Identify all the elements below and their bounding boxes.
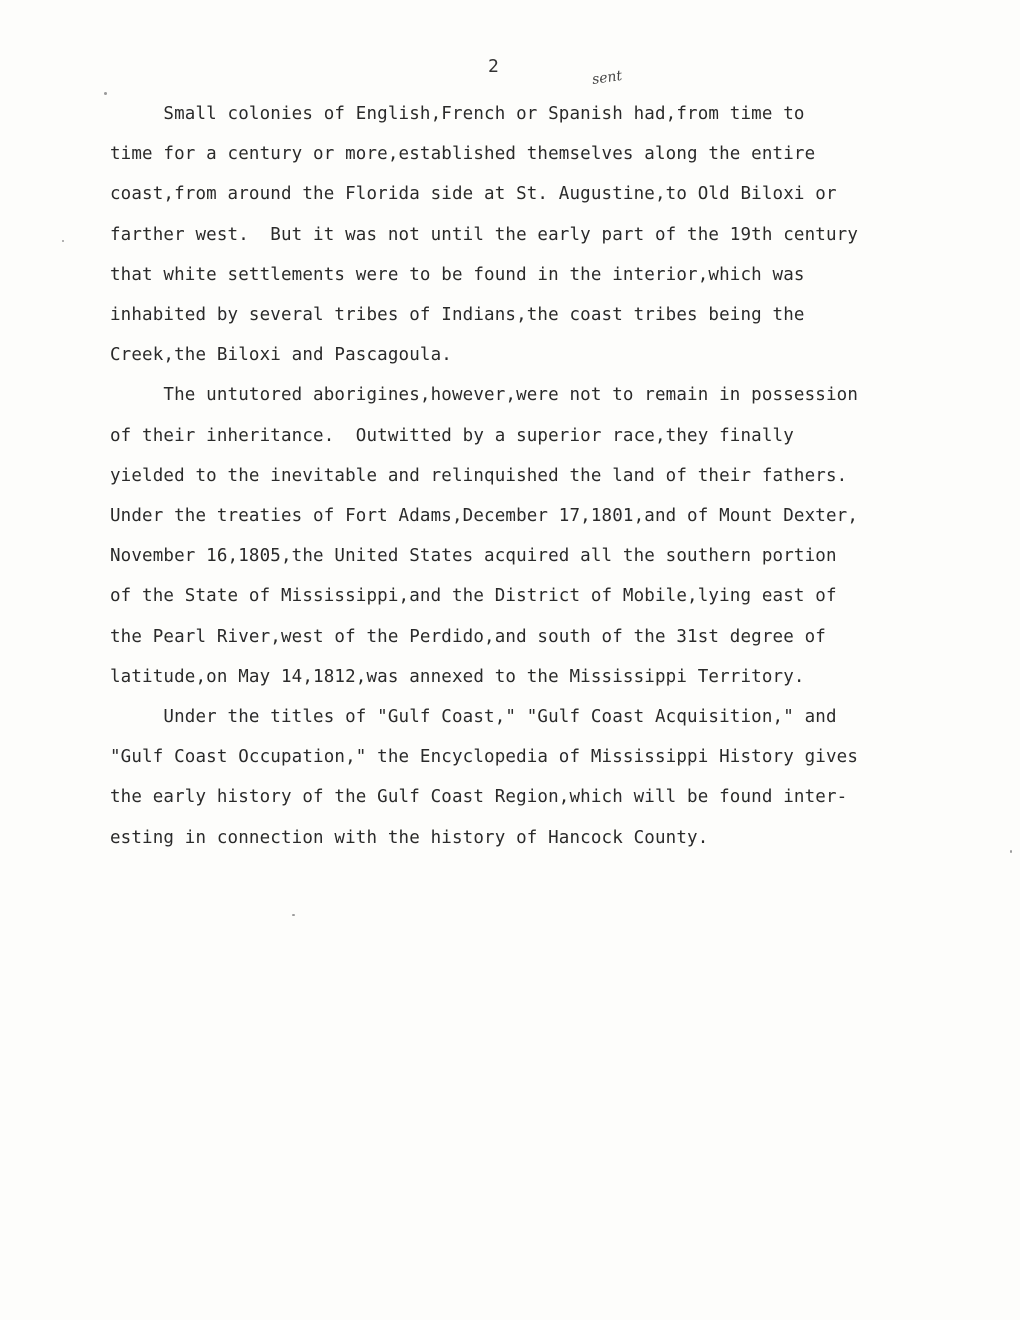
- text-line: Under the treaties of Fort Adams,December 17,1801,and of Mount Dexter,: [110, 506, 859, 527]
- text-line: farther west. But it was not until the early part of the 19th century: [110, 224, 859, 245]
- handwritten-margin-note: sent: [591, 67, 624, 89]
- text-line: time for a century or more,established themselves along the entire: [110, 144, 816, 165]
- text-line: esting in connection with the history of Hancock County.: [110, 827, 709, 848]
- body-text: [110, 94, 980, 858]
- scan-speck: [62, 240, 64, 242]
- scan-speck: [1010, 850, 1012, 853]
- text-line: inhabited by several tribes of Indians,the coast tribes being the: [110, 305, 805, 326]
- text-line: November 16,1805,the United States acquired all the southern portion: [110, 546, 837, 567]
- scan-speck: [292, 914, 295, 916]
- text-line: yielded to the inevitable and relinquished the land of their fathers.: [110, 465, 848, 486]
- text-line: latitude,on May 14,1812,was annexed to the Mississippi Territory.: [110, 666, 805, 687]
- page-number: 2: [488, 56, 499, 77]
- text-line: the Pearl River,west of the Perdido,and south of the 31st degree of: [110, 626, 826, 647]
- text-line: the early history of the Gulf Coast Region,which will be found inter-: [110, 787, 848, 808]
- text-line: "Gulf Coast Occupation," the Encyclopedia of Mississippi History gives: [110, 747, 859, 768]
- text-line: Creek,the Biloxi and Pascagoula.: [110, 345, 452, 366]
- text-line: of the State of Mississippi,and the District of Mobile,lying east of: [110, 586, 837, 607]
- text-line: coast,from around the Florida side at St. Augustine,to Old Biloxi or: [110, 184, 837, 205]
- text-line: Under the titles of "Gulf Coast," "Gulf Coast Acquisition," and: [110, 707, 837, 728]
- scan-speck: [104, 92, 107, 95]
- text-line: The untutored aborigines,however,were not to remain in possession: [110, 385, 859, 406]
- text-line: of their inheritance. Outwitted by a superior race,they finally: [110, 425, 794, 446]
- text-line: Small colonies of English,French or Spanish had,from time to: [110, 104, 805, 124]
- text-line: that white settlements were to be found in the interior,which was: [110, 264, 805, 285]
